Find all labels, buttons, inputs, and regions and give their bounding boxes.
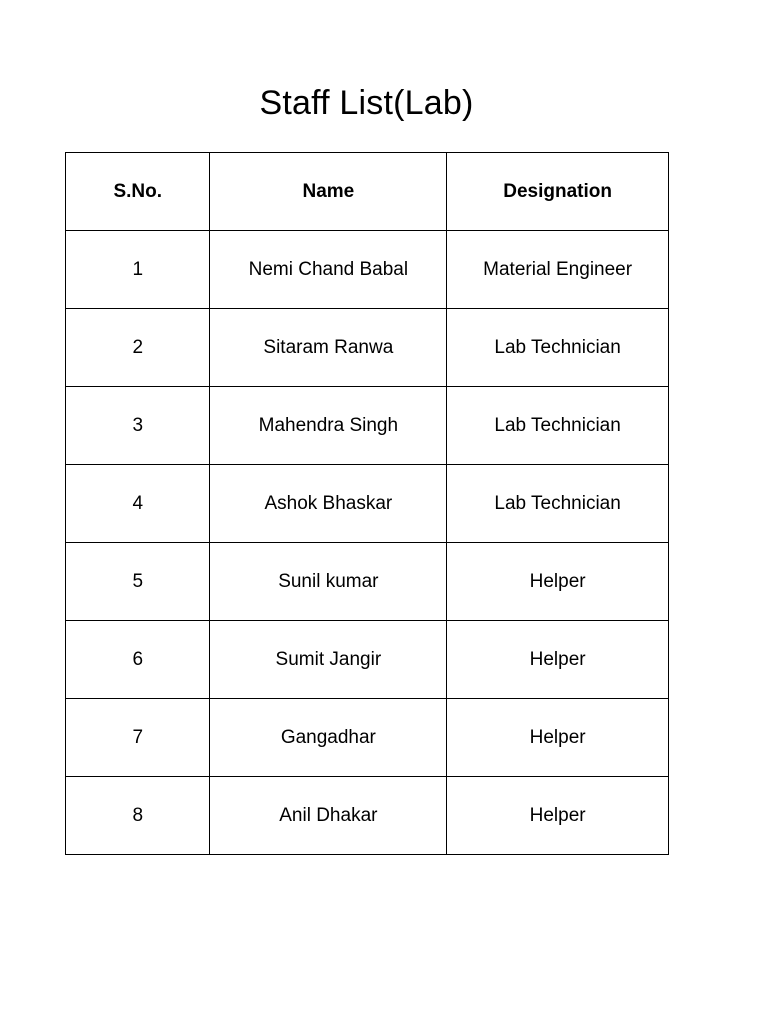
table-row [66, 621, 669, 699]
table-row [66, 699, 669, 777]
cell-designation: Helper [447, 777, 669, 855]
table-row [66, 777, 669, 855]
table-row [66, 465, 669, 543]
cell-designation: Helper [447, 543, 669, 621]
cell-sno: 4 [66, 465, 210, 543]
cell-designation: Material Engineer [447, 231, 669, 309]
page-title: Staff List(Lab) [259, 84, 474, 122]
cell-name: Anil Dhakar [210, 777, 447, 855]
column-header-sno: S.No. [66, 153, 210, 231]
column-header-designation: Designation [447, 153, 669, 231]
table-row [66, 309, 669, 387]
cell-designation: Helper [447, 621, 669, 699]
cell-designation: Lab Technician [447, 465, 669, 543]
cell-sno: 6 [66, 621, 210, 699]
cell-sno: 8 [66, 777, 210, 855]
cell-designation: Lab Technician [447, 309, 669, 387]
table-row [66, 231, 669, 309]
cell-name: Sitaram Ranwa [210, 309, 447, 387]
cell-name: Nemi Chand Babal [210, 231, 447, 309]
staff-table [65, 152, 669, 855]
cell-name: Ashok Bhaskar [210, 465, 447, 543]
table-row [66, 543, 669, 621]
cell-name: Sunil kumar [210, 543, 447, 621]
table-row [66, 387, 669, 465]
cell-sno: 2 [66, 309, 210, 387]
cell-sno: 1 [66, 231, 210, 309]
cell-sno: 5 [66, 543, 210, 621]
column-header-name: Name [210, 153, 447, 231]
cell-name: Mahendra Singh [210, 387, 447, 465]
cell-sno: 3 [66, 387, 210, 465]
cell-designation: Lab Technician [447, 387, 669, 465]
table-header-row [66, 153, 669, 231]
cell-name: Sumit Jangir [210, 621, 447, 699]
cell-designation: Helper [447, 699, 669, 777]
cell-sno: 7 [66, 699, 210, 777]
cell-name: Gangadhar [210, 699, 447, 777]
